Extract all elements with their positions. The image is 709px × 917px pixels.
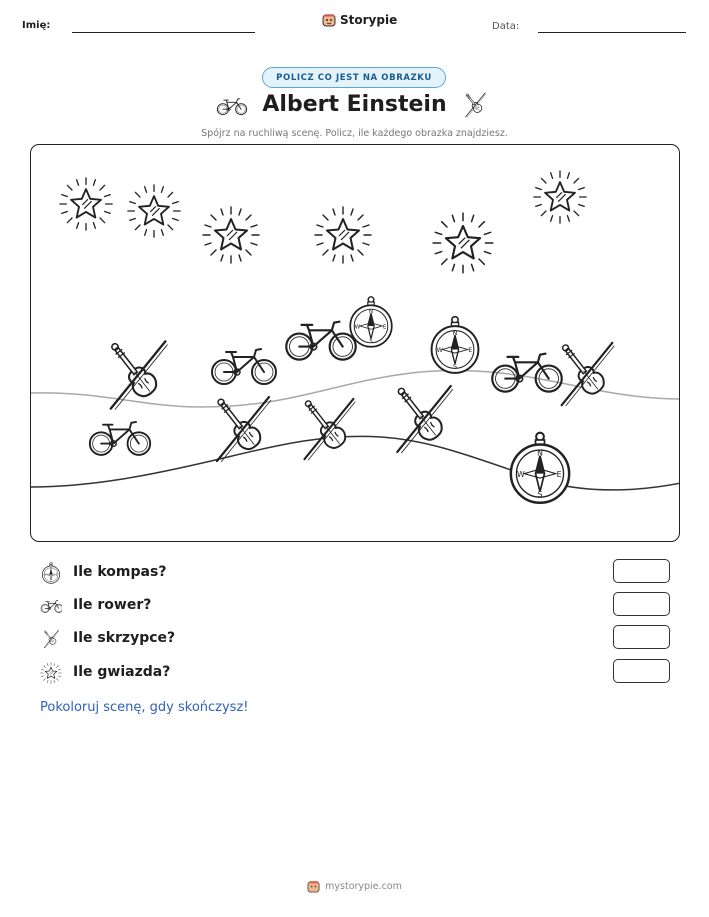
star-icon bbox=[534, 171, 586, 223]
star-icon bbox=[40, 662, 62, 684]
compass-icon bbox=[511, 433, 569, 503]
violin-icon bbox=[40, 628, 62, 650]
page-title: Albert Einstein bbox=[262, 92, 447, 117]
answer-box-compass[interactable] bbox=[613, 559, 670, 583]
question-row-bicycle bbox=[40, 595, 680, 619]
name-line[interactable] bbox=[72, 32, 255, 33]
question-row-star bbox=[40, 662, 680, 686]
storypie-logo-icon bbox=[322, 13, 336, 27]
star-icon bbox=[433, 213, 493, 273]
date-label: Data: bbox=[492, 21, 520, 32]
compass-icon bbox=[432, 317, 479, 373]
answer-box-bicycle[interactable] bbox=[613, 592, 670, 616]
bicycle-icon bbox=[212, 349, 276, 384]
question-row-violin bbox=[40, 628, 680, 652]
question-text: Ile rower? bbox=[73, 597, 152, 613]
brand-name: Storypie bbox=[340, 13, 398, 27]
star-icon bbox=[128, 185, 180, 237]
violin-icon bbox=[555, 339, 614, 406]
question-text: Ile skrzypce? bbox=[73, 630, 176, 646]
counting-scene bbox=[30, 144, 680, 542]
answer-box-star[interactable] bbox=[613, 659, 670, 683]
star-icon bbox=[315, 207, 371, 263]
instruction-text: Spójrz na ruchliwą scenę. Policz, ile każdego obrazka znajdziesz. bbox=[201, 128, 508, 139]
question-text: Ile kompas? bbox=[73, 564, 167, 580]
coloring-note: Pokoloruj scenę, gdy skończysz! bbox=[40, 700, 249, 715]
storypie-logo-icon bbox=[307, 880, 320, 893]
name-label: Imię: bbox=[22, 20, 51, 31]
footer bbox=[0, 880, 709, 893]
question-row-compass bbox=[40, 562, 680, 586]
bicycle-icon bbox=[286, 322, 355, 360]
question-text: Ile gwiazda? bbox=[73, 664, 171, 680]
star-icon bbox=[203, 207, 259, 263]
compass-icon bbox=[350, 297, 392, 347]
title-violin-icon bbox=[460, 90, 490, 120]
violin-icon bbox=[298, 395, 355, 460]
task-badge: POLICZ CO JEST NA OBRAZKU bbox=[262, 67, 446, 88]
footer-url[interactable]: mystorypie.com bbox=[325, 881, 402, 892]
bicycle-icon bbox=[40, 595, 62, 617]
bicycle-icon bbox=[90, 422, 150, 455]
answer-box-violin[interactable] bbox=[613, 625, 670, 649]
compass-icon bbox=[40, 562, 62, 584]
date-line[interactable] bbox=[538, 32, 686, 33]
brand-logo bbox=[322, 13, 397, 27]
star-icon bbox=[60, 178, 112, 230]
